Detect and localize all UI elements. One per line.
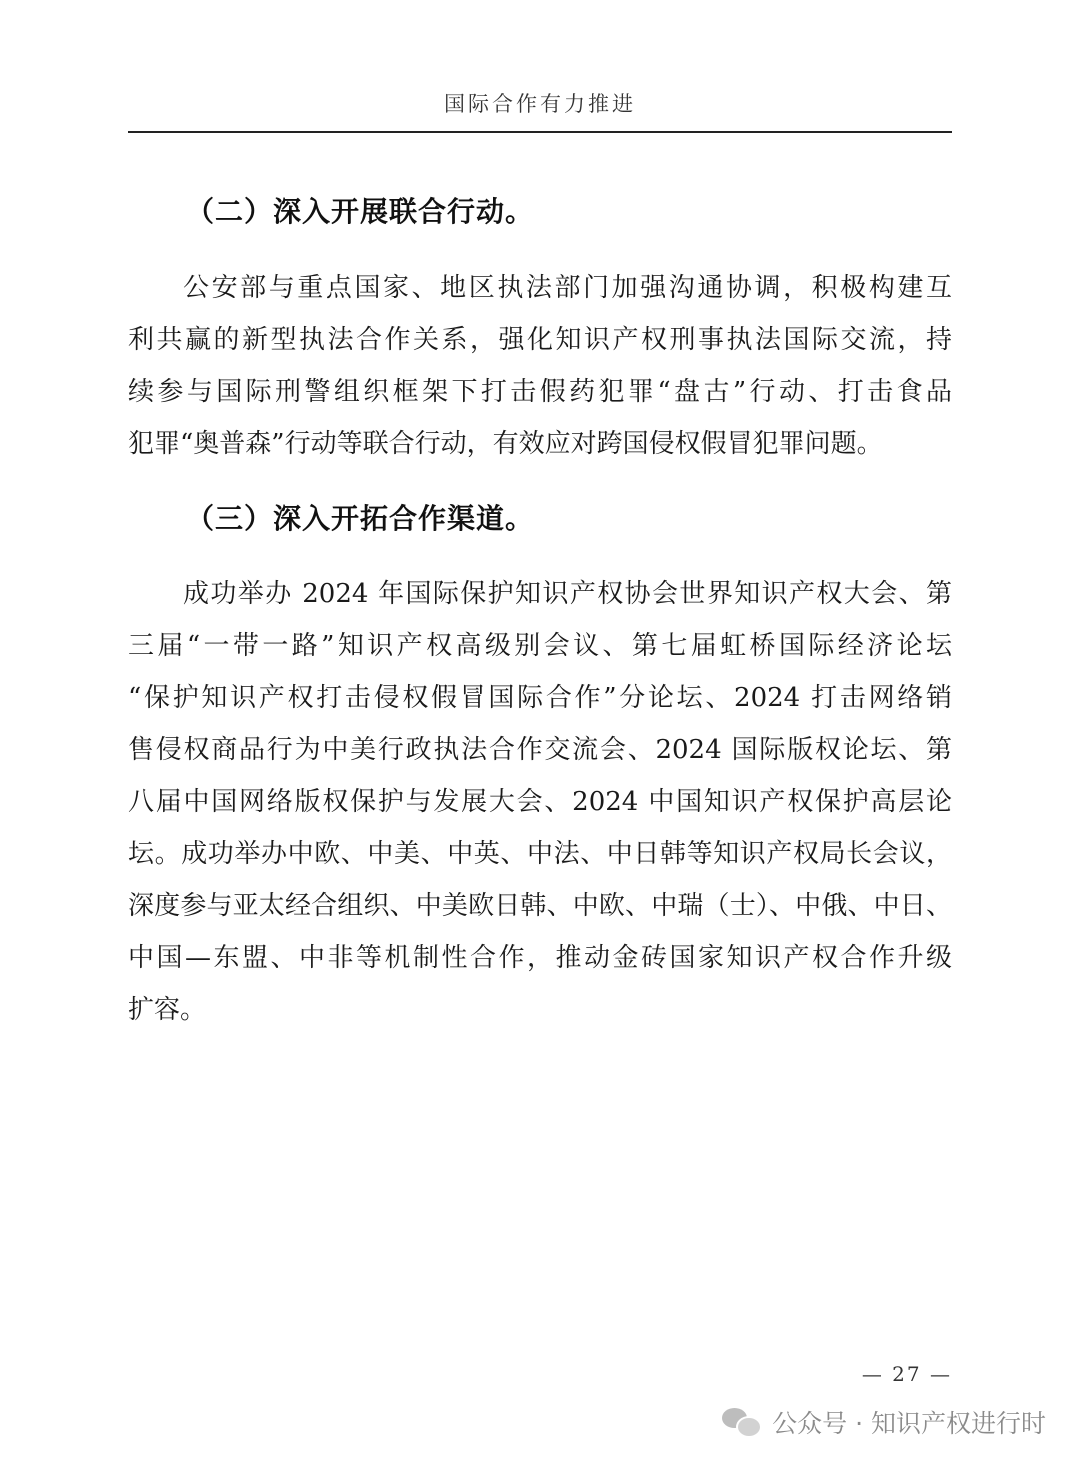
section-heading-2: （二）深入开展联合行动。: [186, 195, 535, 228]
running-header: 国际合作有力推进: [444, 92, 636, 116]
paragraph-line: 坛。成功举办中欧、中美、中英、中法、中日韩等知识产权局长会议，: [128, 839, 952, 869]
section-heading-3: （三）深入开拓合作渠道。: [186, 502, 535, 535]
section-2-paragraph: [128, 262, 952, 470]
paragraph-line: 公安部与重点国家、地区执法部门加强沟通协调，积极构建互: [183, 273, 952, 303]
section-3-paragraph: [128, 568, 952, 1036]
paragraph-line: 八届中国网络版权保护与发展大会、2024 中国知识产权保护高层论: [128, 787, 952, 817]
page-number: — 27 —: [861, 1362, 952, 1386]
header-divider: [128, 131, 952, 133]
paragraph-line: 续参与国际刑警组织框架下打击假药犯罪“盘古”行动、打击食品: [128, 377, 952, 407]
paragraph-line: 利共赢的新型执法合作关系，强化知识产权刑事执法国际交流，持: [128, 325, 952, 355]
watermark: [722, 1402, 1046, 1442]
paragraph-line: “保护知识产权打击侵权假冒国际合作”分论坛、2024 打击网络销: [128, 683, 952, 713]
paragraph-line: 犯罪“奥普森”行动等联合行动，有效应对跨国侵权假冒犯罪问题。: [128, 429, 883, 459]
paragraph-line: 售侵权商品行为中美行政执法合作交流会、2024 国际版权论坛、第: [128, 735, 952, 765]
watermark-text: 公众号 · 知识产权进行时: [772, 1409, 1046, 1438]
paragraph-line: 深度参与亚太经合组织、中美欧日韩、中欧、中瑞（士）、中俄、中日、: [128, 891, 952, 921]
paragraph-line: 中国—东盟、中非等机制性合作，推动金砖国家知识产权合作升级: [128, 943, 952, 973]
paragraph-line: 三届“一带一路”知识产权高级别会议、第七届虹桥国际经济论坛: [128, 631, 952, 661]
wechat-icon: [722, 1406, 762, 1438]
paragraph-line: 扩容。: [128, 995, 207, 1025]
paragraph-line: 成功举办 2024 年国际保护知识产权协会世界知识产权大会、第: [183, 579, 952, 609]
